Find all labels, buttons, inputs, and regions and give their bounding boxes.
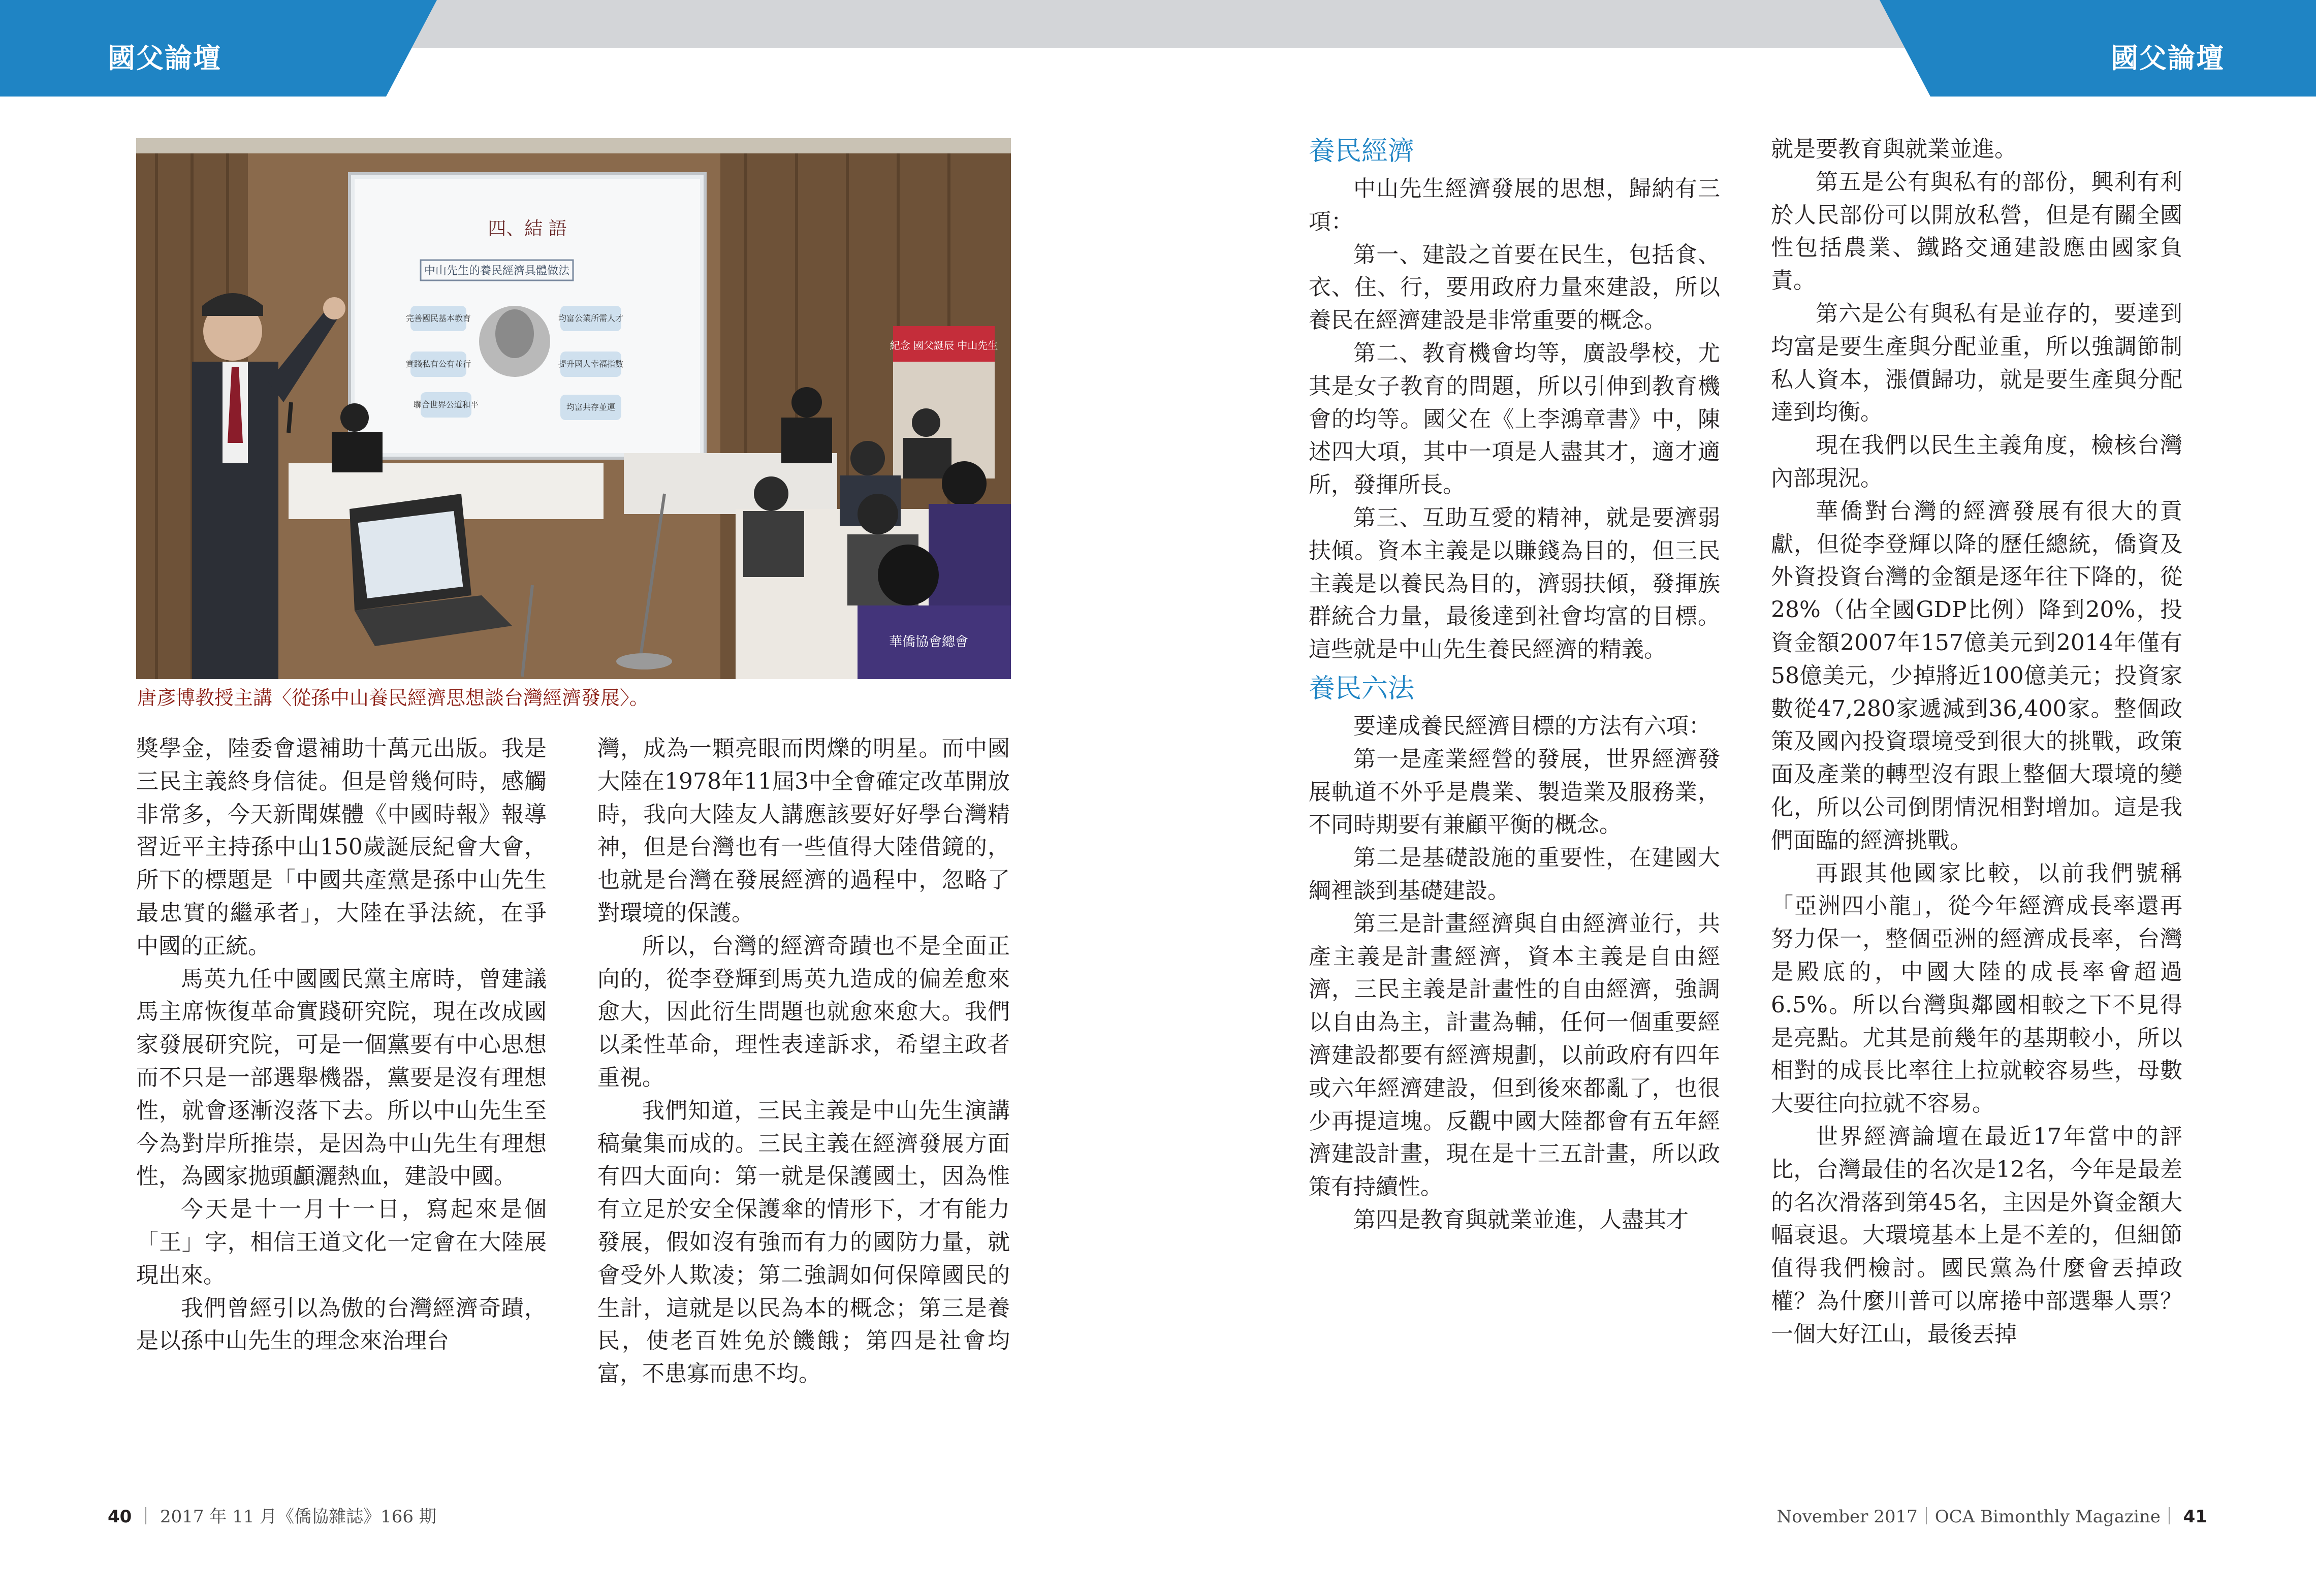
paragraph: 我們知道，三民主義是中山先生演講稿彙集而成的。三民主義在經濟發展方面有四大面向：第一就是保護國土，因為惟有立足於安全保護傘的情形下，才有能力發展，假如沒有強而有力的國防力量，就會受外人欺凌；第二強調如何保障國民的生計，這就是以民為本的概念；第三是養民，使老百姓免於饑餓；第四是社會均富，不患寡而患不均。 bbox=[597, 1097, 1010, 1387]
paragraph: 馬英九任中國國民黨主席時，曾建議馬主席恢復革命實踐研究院，現在改成國家發展研究院，可是一個黨要有中心思想而不只是一部選舉機器，黨要是沒有理想性，就會逐漸沒落下去。所以中山先生至今為對岸所推崇，是因為中山先生有理想性，為國家拋頭顱灑熱血，建設中國。 bbox=[136, 966, 547, 1190]
lecture-photo bbox=[136, 138, 1011, 679]
paragraph: 第二是基礎設施的重要性，在建國大綱裡談到基礎建設。 bbox=[1309, 845, 1720, 904]
right-footer-text: November 2017｜OCA Bimonthly Magazine｜ bbox=[1776, 1507, 2178, 1527]
paragraph: 第三、互助互愛的精神，就是要濟弱扶傾。資本主義是以賺錢為目的，但三民主義是以養民為目的，濟弱扶傾，發揮族群統合力量，最後達到社會均富的目標。這些就是中山先生養民經濟的精義。 bbox=[1309, 504, 1720, 663]
paragraph: 今天是十一月十一日，寫起來是個「王」字，相信王道文化一定會在大陸展現出來。 bbox=[136, 1196, 547, 1288]
header-band bbox=[0, 0, 2316, 97]
slide-box: 中山先生的養民經濟具體做法 bbox=[424, 265, 570, 277]
left-footer bbox=[108, 1503, 436, 1527]
header-right-title: 國父論壇 bbox=[2111, 42, 2225, 74]
paragraph: 現在我們以民生主義角度，檢核台灣內部現況。 bbox=[1771, 432, 2182, 491]
banner-text: 紀念 國父誕辰 中山先生 bbox=[890, 339, 998, 352]
header-left-title: 國父論壇 bbox=[108, 42, 221, 74]
slide-heading: 四、結 語 bbox=[488, 218, 567, 239]
left-page-number: 40 bbox=[108, 1507, 132, 1527]
paragraph: 第三是計畫經濟與自由經濟並行，共產主義是計畫經濟，資本主義是自由經濟，三民主義是計畫性的自由經濟，強調以自由為主，計畫為輔，任何一個重要經濟建設都要有經濟規劃，以前政府有四年或六年經濟建設，但到後來都亂了，也很少再提這塊。反觀中國大陸都會有五年經濟建設計畫，現在是十三五計畫，所以政策有持續性。 bbox=[1309, 910, 1720, 1200]
section-heading-six-methods: 養民六法 bbox=[1309, 673, 1415, 704]
paragraph: 再跟其他國家比較，以前我們號稱「亞洲四小龍」，從今年經濟成長率還再努力保一，整個亞洲的經濟成長率，台灣是殿底的，中國大陸的成長率會超過6.5%。所以台灣與鄰國相較之下不見得是亮點。尤其是前幾年的基期較小，所以相對的成長比率往上拉就較容易些，母數大要往向拉就不容易。 bbox=[1771, 860, 2182, 1117]
left-column-2 bbox=[597, 732, 1010, 1391]
paragraph: 就是要教育與就業並進。 bbox=[1771, 136, 2017, 162]
paragraph: 世界經濟論壇在最近17年當中的評比，台灣最佳的名次是12名，今年是最差的名次滑落到第45名，主因是外資金額大幅衰退。大環境基本上是不差的，但細節值得我們檢討。國民黨為什麼會丟掉政權？為什麼川普可以席捲中部選舉人票？一個大好江山，最後丟掉 bbox=[1771, 1123, 2182, 1347]
slide-item-6: 均富共存並運 bbox=[566, 402, 616, 412]
left-footer-text: ｜ 2017 年 11 月《僑協雜誌》166 期 bbox=[137, 1507, 436, 1527]
paragraph: 我們曾經引以為傲的台灣經濟奇蹟，是以孫中山先生的理念來治理台 bbox=[136, 1295, 547, 1354]
right-footer bbox=[1777, 1503, 2208, 1527]
paragraph: 所以，台灣的經濟奇蹟也不是全面正向的，從李登輝到馬英九造成的偏差愈來愈大，因此衍生問題也就愈來愈大。我們以柔性革命，理性表達訴求，希望主政者重視。 bbox=[597, 933, 1010, 1091]
paragraph: 中山先生經濟發展的思想，歸納有三項： bbox=[1309, 176, 1720, 235]
slide-item-5: 聯合世界公道和平 bbox=[413, 400, 479, 409]
slide-item-2: 均富公業所需人才 bbox=[558, 313, 624, 323]
paragraph: 第五是公有與私有的部份，興利有利於人民部份可以開放私營，但是有關全國性包括農業、鐵路交通建設應由國家負責。 bbox=[1771, 169, 2182, 294]
photo-caption: 唐彥博教授主講〈從孫中山養民經濟思想談台灣經濟發展〉。 bbox=[137, 687, 649, 709]
right-column-2 bbox=[1771, 133, 2182, 1351]
slide-item-4: 提升國人幸福指數 bbox=[558, 359, 624, 369]
right-page-number: 41 bbox=[2183, 1507, 2207, 1527]
paragraph: 第六是公有與私有是並存的，要達到均富是要生產與分配並重，所以強調節制私人資本，漲價歸功，就是要生產與分配達到均衡。 bbox=[1771, 300, 2182, 426]
right-column-1 bbox=[1309, 133, 1720, 1237]
paragraph: 灣，成為一顆亮眼而閃爍的明星。而中國大陸在1978年11屆3中全會確定改革開放時，我向大陸友人講應該要好好學台灣精神，但是台灣也有一些值得大陸借鏡的，也就是台灣在發展經濟的過程中，忽略了對環境的保護。 bbox=[597, 736, 1010, 926]
paragraph: 第一、建設之首要在民生，包括食、衣、住、行，要用政府力量來建設，所以養民在經濟建設是非常重要的概念。 bbox=[1309, 241, 1720, 334]
paragraph: 獎學金，陸委會還補助十萬元出版。我是三民主義終身信徒。但是曾幾何時，感觸非常多，今天新聞媒體《中國時報》報導習近平主持孫中山150歲誕辰紀會大會，所下的標題是「中國共產黨是孫中山先生最忠實的繼承者」，大陸在爭法統，在爭中國的正統。 bbox=[136, 736, 547, 959]
slide-item-1: 完善國民基本教育 bbox=[405, 313, 471, 323]
paragraph: 第四是教育與就業並進，人盡其才 bbox=[1353, 1206, 1689, 1233]
paragraph: 要達成養民經濟目標的方法有六項： bbox=[1353, 713, 1711, 739]
left-column-1 bbox=[136, 732, 547, 1358]
header-grey-bar bbox=[386, 0, 1930, 48]
slide-item-3: 實踐私有公有並行 bbox=[405, 359, 471, 369]
paragraph: 華僑對台灣的經濟發展有很大的貢獻，但從李登輝以降的歷任總統，僑資及外資投資台灣的金額是逐年往下降的，從28%（佔全國GDP比例）降到20%，投資金額2007年157億美元到2014年僅有58億美元，少掉將近100億美元；投資家數從47,280家遞減到36,400家。整個政策及國內投資環境受到很大的挑戰，政策面及產業的轉型沒有跟上整個大環境的變化，所以公司倒閉情況相對增加。這是我們面臨的經濟挑戰。 bbox=[1771, 498, 2182, 853]
paragraph: 第二、教育機會均等，廣設學校，尤其是女子教育的問題，所以引伸到教育機會的均等。國父在《上李鴻章書》中，陳述四大項，其中一項是人盡其才，適才適所，發揮所長。 bbox=[1309, 340, 1720, 498]
section-heading-yangmin-economy: 養民經濟 bbox=[1309, 136, 1415, 167]
paragraph: 第一是產業經營的發展，世界經濟發展軌道不外乎是農業、製造業及服務業，不同時期要有兼顧平衡的概念。 bbox=[1309, 746, 1720, 838]
header-right-tab bbox=[1880, 0, 2316, 97]
vest-text: 華僑協會總會 bbox=[889, 634, 969, 650]
